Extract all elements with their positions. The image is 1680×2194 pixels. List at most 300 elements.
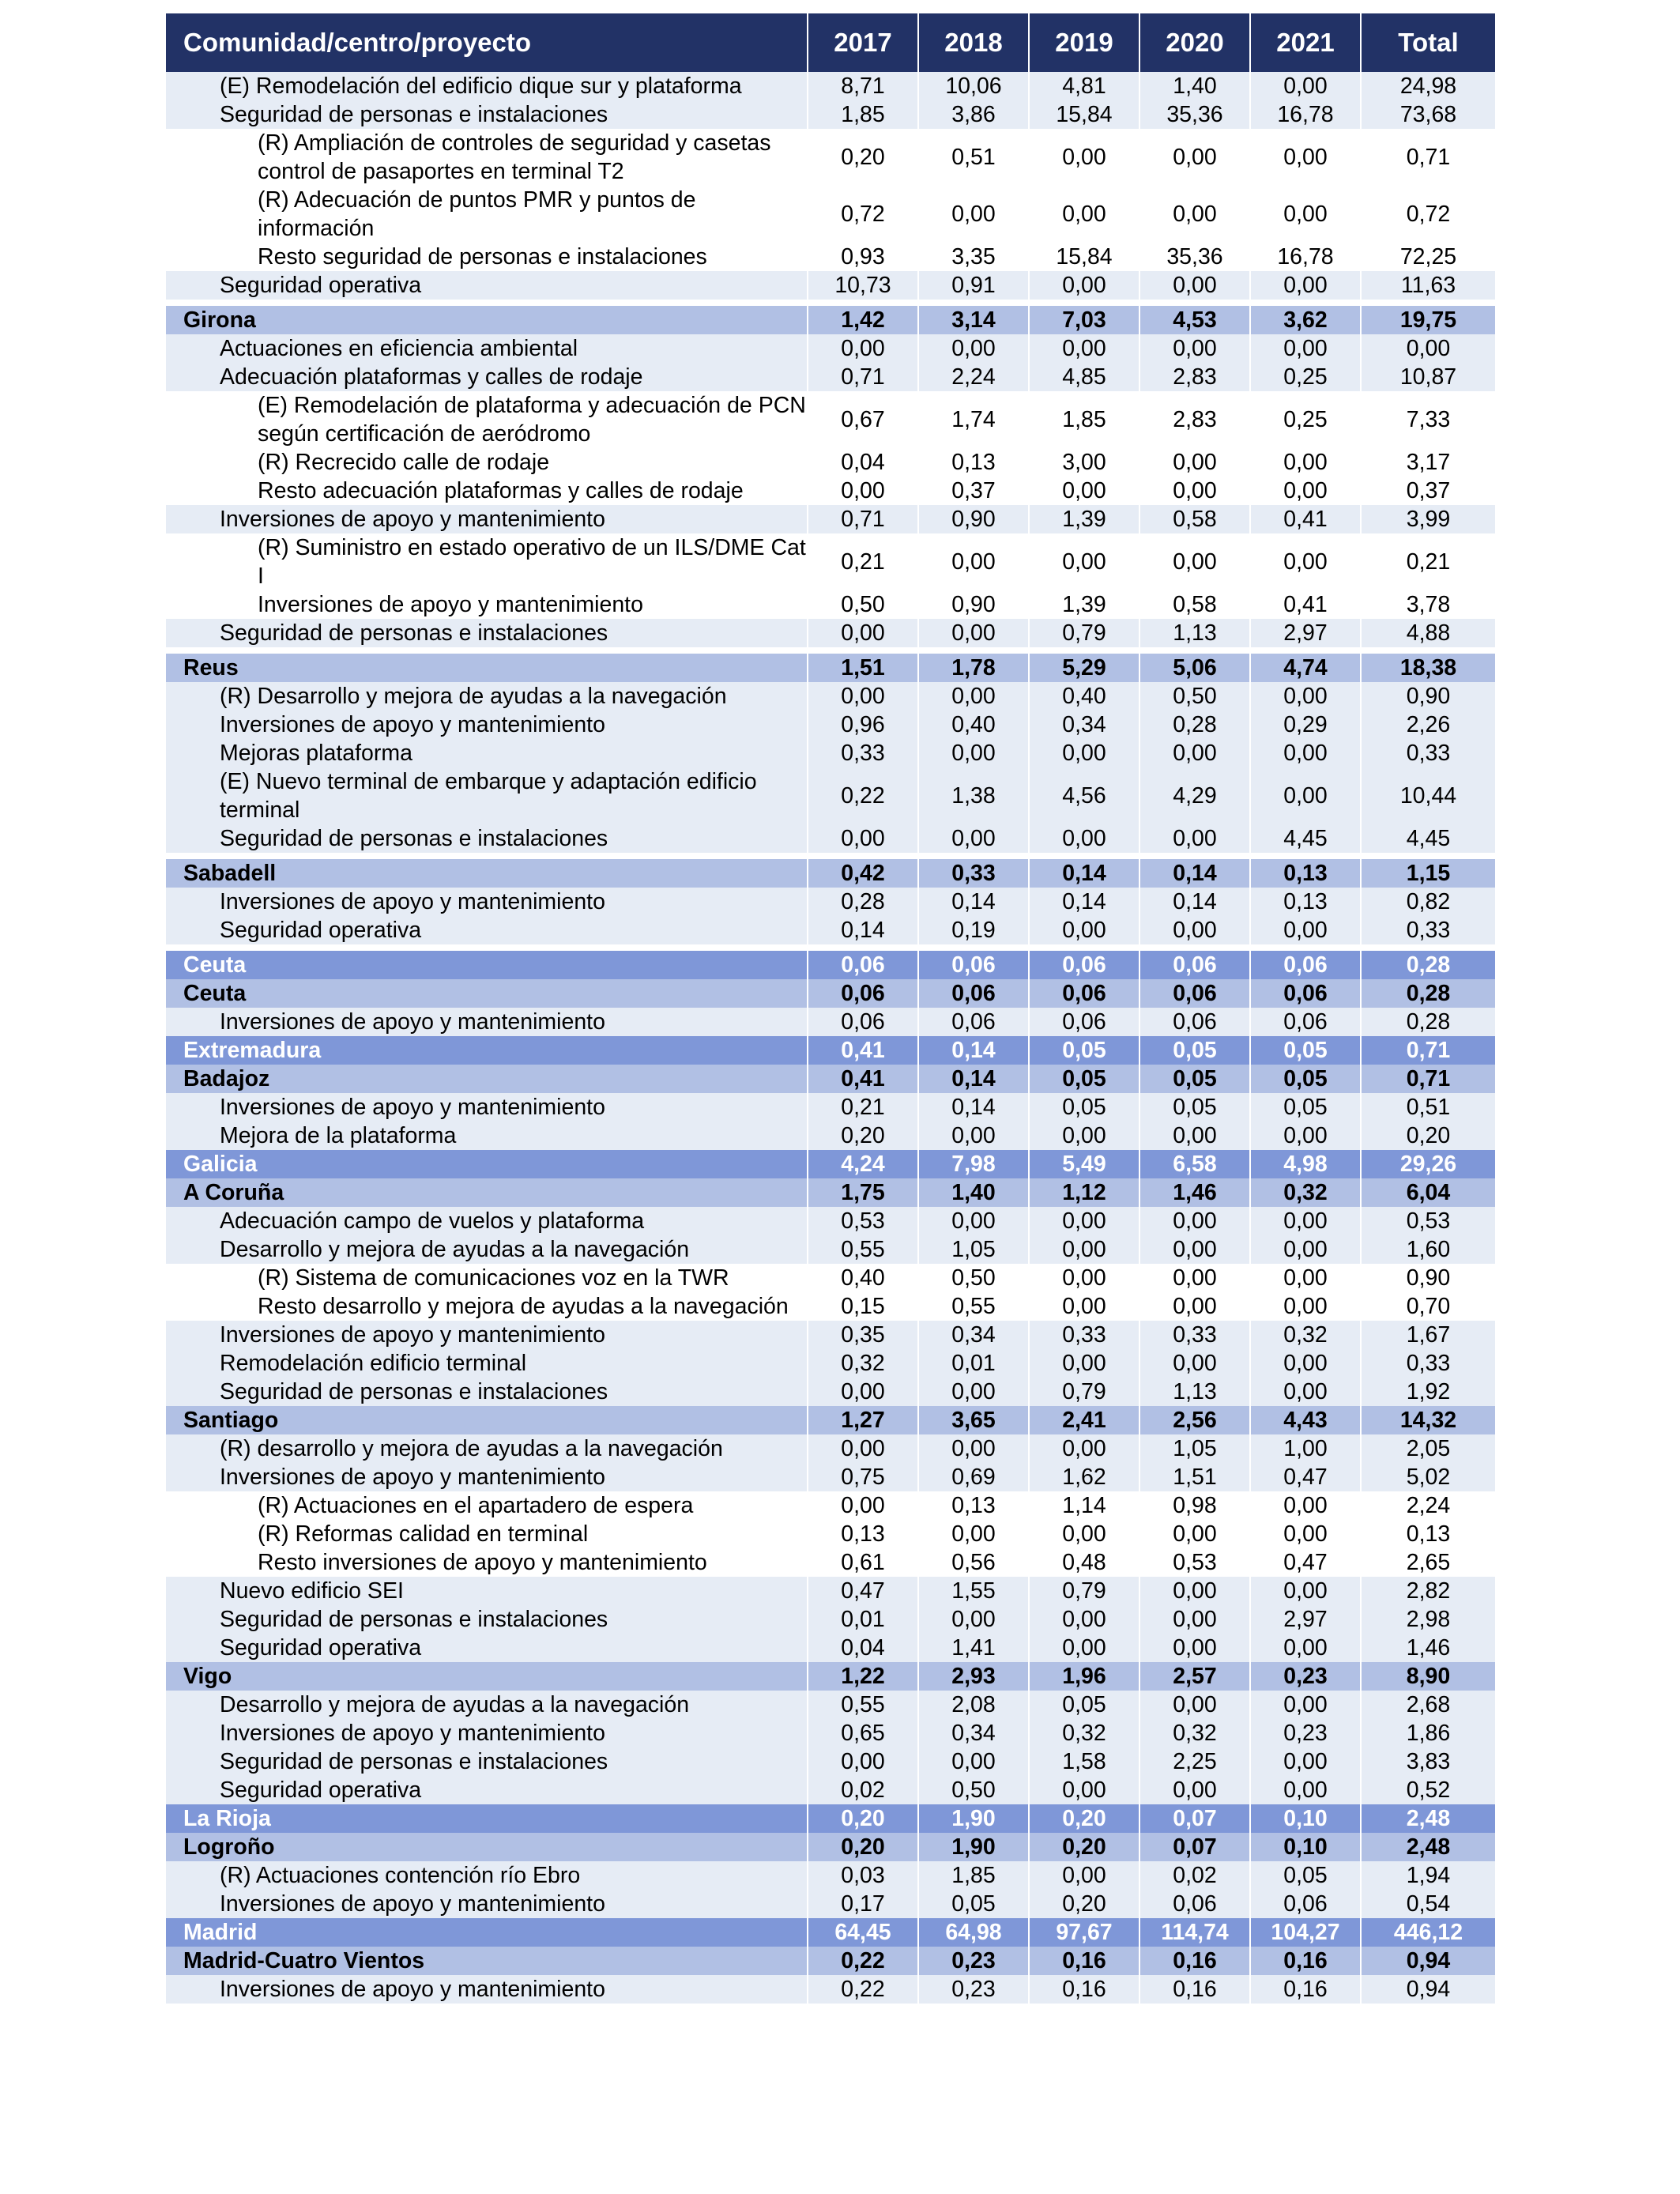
value-total: 2,82 — [1361, 1577, 1495, 1605]
value-2021: 0,29 — [1250, 711, 1361, 739]
value-total: 6,04 — [1361, 1178, 1495, 1207]
value-2021: 0,00 — [1250, 1349, 1361, 1378]
value-2021: 0,00 — [1250, 1520, 1361, 1548]
value-2019: 0,06 — [1029, 1008, 1139, 1036]
table-row — [166, 1235, 1495, 1264]
value-2020: 0,00 — [1139, 1292, 1250, 1321]
value-2020: 1,13 — [1139, 1378, 1250, 1406]
value-2021: 0,00 — [1250, 1264, 1361, 1292]
value-2018: 0,14 — [918, 1036, 1029, 1065]
table-row — [166, 1093, 1495, 1122]
spacer-cell — [166, 300, 1495, 306]
value-2017: 64,45 — [808, 1918, 918, 1947]
table-row — [166, 682, 1495, 711]
table-row-group — [166, 1178, 1495, 1207]
value-2021: 0,00 — [1250, 1634, 1361, 1662]
row-label: Seguridad de personas e instalaciones — [166, 1378, 808, 1406]
value-total: 0,28 — [1361, 1008, 1495, 1036]
value-2021: 0,05 — [1250, 1093, 1361, 1122]
value-2021: 104,27 — [1250, 1918, 1361, 1947]
table-row-sub — [166, 186, 1495, 243]
value-total: 0,28 — [1361, 979, 1495, 1008]
row-label: (R) Recrecido calle de rodaje — [166, 448, 808, 477]
row-label: (R) Actuaciones en el apartadero de espera — [166, 1491, 808, 1520]
value-2018: 0,23 — [918, 1975, 1029, 2004]
value-2019: 0,00 — [1029, 824, 1139, 853]
table-row — [166, 334, 1495, 363]
header-row — [166, 13, 1495, 72]
value-2018: 0,37 — [918, 477, 1029, 505]
value-2020: 0,06 — [1139, 1890, 1250, 1918]
value-2020: 4,53 — [1139, 306, 1250, 334]
table-row — [166, 1634, 1495, 1662]
table-row — [166, 1434, 1495, 1463]
value-2019: 0,00 — [1029, 1861, 1139, 1890]
value-total: 14,32 — [1361, 1406, 1495, 1434]
table-row-group — [166, 654, 1495, 682]
value-2020: 0,53 — [1139, 1548, 1250, 1577]
value-2021: 0,23 — [1250, 1662, 1361, 1691]
row-label: Extremadura — [166, 1036, 808, 1065]
value-2019: 0,33 — [1029, 1321, 1139, 1349]
row-label: Mejora de la plataforma — [166, 1122, 808, 1150]
value-2020: 0,05 — [1139, 1065, 1250, 1093]
row-label: Actuaciones en eficiencia ambiental — [166, 334, 808, 363]
value-2021: 0,00 — [1250, 271, 1361, 300]
table-row-sub — [166, 1520, 1495, 1548]
value-2020: 0,06 — [1139, 979, 1250, 1008]
table-row-group — [166, 1918, 1495, 1947]
table-row-sub — [166, 1264, 1495, 1292]
value-total: 2,65 — [1361, 1548, 1495, 1577]
table-row — [166, 363, 1495, 391]
value-total: 7,33 — [1361, 391, 1495, 448]
table-row — [166, 1975, 1495, 2004]
table-header — [166, 13, 1495, 72]
value-2020: 0,16 — [1139, 1975, 1250, 2004]
value-2019: 1,12 — [1029, 1178, 1139, 1207]
row-label: Mejoras plataforma — [166, 739, 808, 767]
header-2021: 2021 — [1250, 13, 1361, 72]
value-2019: 97,67 — [1029, 1918, 1139, 1947]
row-label: Badajoz — [166, 1065, 808, 1093]
table-row-sub — [166, 391, 1495, 448]
value-total: 0,71 — [1361, 1036, 1495, 1065]
row-label: Resto adecuación plataformas y calles de rodaje — [166, 477, 808, 505]
value-total: 18,38 — [1361, 654, 1495, 682]
row-label: Sabadell — [166, 859, 808, 888]
value-total: 0,90 — [1361, 1264, 1495, 1292]
value-2020: 0,14 — [1139, 859, 1250, 888]
value-2017: 0,00 — [808, 1378, 918, 1406]
value-2021: 0,13 — [1250, 888, 1361, 916]
value-total: 0,33 — [1361, 739, 1495, 767]
row-label: Desarrollo y mejora de ayudas a la navegación — [166, 1235, 808, 1264]
value-2018: 0,00 — [918, 739, 1029, 767]
value-2019: 0,20 — [1029, 1804, 1139, 1833]
value-2019: 0,14 — [1029, 888, 1139, 916]
value-2018: 0,50 — [918, 1264, 1029, 1292]
value-2020: 0,00 — [1139, 1605, 1250, 1634]
value-2020: 0,00 — [1139, 477, 1250, 505]
header-2018: 2018 — [918, 13, 1029, 72]
value-total: 0,13 — [1361, 1520, 1495, 1548]
value-2021: 0,00 — [1250, 129, 1361, 186]
value-2017: 10,73 — [808, 271, 918, 300]
value-2020: 0,28 — [1139, 711, 1250, 739]
row-label: Seguridad operativa — [166, 1634, 808, 1662]
value-2021: 0,00 — [1250, 1691, 1361, 1719]
table-row-group — [166, 979, 1495, 1008]
row-label: (R) Ampliación de controles de seguridad y casetas control de pasaportes en terminal T2 — [166, 129, 808, 186]
value-2019: 1,85 — [1029, 391, 1139, 448]
value-2018: 3,65 — [918, 1406, 1029, 1434]
value-2020: 0,00 — [1139, 1349, 1250, 1378]
value-2019: 0,79 — [1029, 1577, 1139, 1605]
value-2018: 64,98 — [918, 1918, 1029, 1947]
value-2021: 0,41 — [1250, 505, 1361, 533]
row-spacer — [166, 853, 1495, 859]
value-2021: 0,00 — [1250, 72, 1361, 100]
value-2017: 0,61 — [808, 1548, 918, 1577]
value-total: 0,33 — [1361, 916, 1495, 944]
row-label: Inversiones de apoyo y mantenimiento — [166, 1321, 808, 1349]
value-2019: 0,06 — [1029, 951, 1139, 979]
value-2017: 4,24 — [808, 1150, 918, 1178]
table-row-group — [166, 1947, 1495, 1975]
value-2017: 0,20 — [808, 1804, 918, 1833]
value-2020: 0,00 — [1139, 739, 1250, 767]
value-total: 0,71 — [1361, 1065, 1495, 1093]
value-2021: 4,74 — [1250, 654, 1361, 682]
table-row — [166, 1776, 1495, 1804]
value-2017: 1,75 — [808, 1178, 918, 1207]
value-2020: 0,32 — [1139, 1719, 1250, 1747]
table-row — [166, 1349, 1495, 1378]
value-2018: 1,85 — [918, 1861, 1029, 1890]
value-2018: 0,13 — [918, 448, 1029, 477]
value-2020: 2,56 — [1139, 1406, 1250, 1434]
value-2018: 0,00 — [918, 619, 1029, 647]
value-2021: 0,06 — [1250, 1008, 1361, 1036]
value-2018: 7,98 — [918, 1150, 1029, 1178]
value-total: 24,98 — [1361, 72, 1495, 100]
value-2019: 0,32 — [1029, 1719, 1139, 1747]
value-2019: 0,48 — [1029, 1548, 1139, 1577]
value-2019: 2,41 — [1029, 1406, 1139, 1434]
value-2020: 0,00 — [1139, 1207, 1250, 1235]
table-row-group — [166, 1833, 1495, 1861]
value-2019: 0,79 — [1029, 1378, 1139, 1406]
value-2018: 0,00 — [918, 682, 1029, 711]
value-2019: 0,14 — [1029, 859, 1139, 888]
value-2018: 0,00 — [918, 1434, 1029, 1463]
row-label: Resto inversiones de apoyo y mantenimiento — [166, 1548, 808, 1577]
value-2017: 0,28 — [808, 888, 918, 916]
value-2018: 0,34 — [918, 1321, 1029, 1349]
value-2019: 4,81 — [1029, 72, 1139, 100]
value-2018: 1,40 — [918, 1178, 1029, 1207]
value-total: 0,28 — [1361, 951, 1495, 979]
value-2021: 0,23 — [1250, 1719, 1361, 1747]
value-2021: 0,06 — [1250, 1890, 1361, 1918]
investment-table — [166, 13, 1495, 2004]
value-2018: 0,00 — [918, 1747, 1029, 1776]
table-row — [166, 1207, 1495, 1235]
row-label: Inversiones de apoyo y mantenimiento — [166, 505, 808, 533]
value-2021: 0,00 — [1250, 682, 1361, 711]
value-total: 0,90 — [1361, 682, 1495, 711]
value-2017: 0,42 — [808, 859, 918, 888]
value-2019: 0,20 — [1029, 1890, 1139, 1918]
value-total: 0,72 — [1361, 186, 1495, 243]
value-2020: 0,00 — [1139, 334, 1250, 363]
row-label: (R) Reformas calidad en terminal — [166, 1520, 808, 1548]
value-2019: 0,00 — [1029, 1235, 1139, 1264]
value-2019: 0,00 — [1029, 477, 1139, 505]
value-2017: 0,65 — [808, 1719, 918, 1747]
value-2020: 0,00 — [1139, 533, 1250, 590]
value-2018: 0,14 — [918, 1093, 1029, 1122]
value-2019: 0,00 — [1029, 129, 1139, 186]
value-total: 1,15 — [1361, 859, 1495, 888]
value-2018: 0,90 — [918, 590, 1029, 619]
value-2019: 7,03 — [1029, 306, 1139, 334]
table-row — [166, 1122, 1495, 1150]
value-2021: 0,00 — [1250, 1122, 1361, 1150]
row-spacer — [166, 944, 1495, 951]
table-body — [166, 72, 1495, 2004]
value-2018: 0,00 — [918, 186, 1029, 243]
value-2021: 0,00 — [1250, 1577, 1361, 1605]
value-2018: 0,00 — [918, 1520, 1029, 1548]
value-2021: 0,05 — [1250, 1861, 1361, 1890]
row-label: Ceuta — [166, 951, 808, 979]
table-row — [166, 271, 1495, 300]
value-2019: 3,00 — [1029, 448, 1139, 477]
value-total: 446,12 — [1361, 1918, 1495, 1947]
value-2018: 0,91 — [918, 271, 1029, 300]
value-2020: 0,05 — [1139, 1036, 1250, 1065]
value-total: 29,26 — [1361, 1150, 1495, 1178]
row-label: Seguridad de personas e instalaciones — [166, 1605, 808, 1634]
row-label: Madrid-Cuatro Vientos — [166, 1947, 808, 1975]
value-2018: 0,90 — [918, 505, 1029, 533]
value-total: 73,68 — [1361, 100, 1495, 129]
value-2020: 1,40 — [1139, 72, 1250, 100]
value-2021: 0,16 — [1250, 1975, 1361, 2004]
value-2021: 0,00 — [1250, 1292, 1361, 1321]
value-2017: 0,00 — [808, 619, 918, 647]
value-2020: 1,13 — [1139, 619, 1250, 647]
value-2017: 0,21 — [808, 1093, 918, 1122]
value-2019: 1,96 — [1029, 1662, 1139, 1691]
table-row-group — [166, 1804, 1495, 1833]
value-2017: 0,13 — [808, 1520, 918, 1548]
value-2021: 0,47 — [1250, 1548, 1361, 1577]
value-2019: 0,00 — [1029, 1434, 1139, 1463]
value-2020: 5,06 — [1139, 654, 1250, 682]
value-total: 1,60 — [1361, 1235, 1495, 1264]
value-total: 0,94 — [1361, 1975, 1495, 2004]
value-2017: 0,06 — [808, 979, 918, 1008]
row-label: Seguridad de personas e instalaciones — [166, 824, 808, 853]
header-project: Comunidad/centro/proyecto — [166, 13, 808, 72]
value-total: 0,33 — [1361, 1349, 1495, 1378]
value-total: 8,90 — [1361, 1662, 1495, 1691]
value-2020: 0,00 — [1139, 824, 1250, 853]
value-2017: 0,00 — [808, 682, 918, 711]
value-2018: 0,69 — [918, 1463, 1029, 1491]
value-2018: 0,05 — [918, 1890, 1029, 1918]
row-label: Resto desarrollo y mejora de ayudas a la navegación — [166, 1292, 808, 1321]
value-2021: 0,05 — [1250, 1065, 1361, 1093]
value-2021: 0,00 — [1250, 767, 1361, 824]
value-2019: 1,62 — [1029, 1463, 1139, 1491]
value-2019: 0,00 — [1029, 1634, 1139, 1662]
table-row — [166, 711, 1495, 739]
value-2017: 0,02 — [808, 1776, 918, 1804]
value-2017: 0,67 — [808, 391, 918, 448]
value-2018: 0,06 — [918, 951, 1029, 979]
value-total: 1,67 — [1361, 1321, 1495, 1349]
table-row-group — [166, 1150, 1495, 1178]
row-label: Resto seguridad de personas e instalaciones — [166, 243, 808, 271]
value-total: 2,48 — [1361, 1804, 1495, 1833]
value-2021: 0,41 — [1250, 590, 1361, 619]
value-2018: 0,56 — [918, 1548, 1029, 1577]
value-2019: 5,49 — [1029, 1150, 1139, 1178]
value-2021: 3,62 — [1250, 306, 1361, 334]
value-2020: 0,58 — [1139, 505, 1250, 533]
value-total: 0,21 — [1361, 533, 1495, 590]
row-label: Seguridad de personas e instalaciones — [166, 619, 808, 647]
value-2019: 0,00 — [1029, 1122, 1139, 1150]
value-total: 2,48 — [1361, 1833, 1495, 1861]
value-2021: 0,00 — [1250, 533, 1361, 590]
value-total: 0,94 — [1361, 1947, 1495, 1975]
table-row-sub — [166, 590, 1495, 619]
value-total: 0,37 — [1361, 477, 1495, 505]
value-2018: 0,00 — [918, 334, 1029, 363]
row-label: Inversiones de apoyo y mantenimiento — [166, 1890, 808, 1918]
value-2017: 0,04 — [808, 448, 918, 477]
value-2018: 1,74 — [918, 391, 1029, 448]
table-row — [166, 739, 1495, 767]
value-2021: 0,32 — [1250, 1178, 1361, 1207]
value-2021: 0,10 — [1250, 1804, 1361, 1833]
table-row — [166, 1008, 1495, 1036]
value-2020: 35,36 — [1139, 243, 1250, 271]
value-total: 3,17 — [1361, 448, 1495, 477]
value-2017: 1,27 — [808, 1406, 918, 1434]
value-2017: 0,01 — [808, 1605, 918, 1634]
value-2019: 4,85 — [1029, 363, 1139, 391]
value-2020: 0,00 — [1139, 448, 1250, 477]
value-2019: 0,00 — [1029, 916, 1139, 944]
row-label: Santiago — [166, 1406, 808, 1434]
table-row-group — [166, 1036, 1495, 1065]
table-row — [166, 767, 1495, 824]
header-2017: 2017 — [808, 13, 918, 72]
value-2018: 0,40 — [918, 711, 1029, 739]
value-2018: 1,90 — [918, 1833, 1029, 1861]
value-total: 0,71 — [1361, 129, 1495, 186]
value-2017: 0,47 — [808, 1577, 918, 1605]
value-2018: 1,55 — [918, 1577, 1029, 1605]
value-2017: 1,85 — [808, 100, 918, 129]
value-2020: 0,07 — [1139, 1804, 1250, 1833]
value-2021: 0,47 — [1250, 1463, 1361, 1491]
value-2018: 2,08 — [918, 1691, 1029, 1719]
value-2018: 0,06 — [918, 1008, 1029, 1036]
value-2020: 114,74 — [1139, 1918, 1250, 1947]
value-2020: 0,00 — [1139, 1122, 1250, 1150]
value-2020: 0,00 — [1139, 1264, 1250, 1292]
value-2017: 0,00 — [808, 477, 918, 505]
value-2018: 10,06 — [918, 72, 1029, 100]
value-2020: 0,05 — [1139, 1093, 1250, 1122]
row-label: (R) Sistema de comunicaciones voz en la TWR — [166, 1264, 808, 1292]
value-2019: 0,00 — [1029, 271, 1139, 300]
value-2018: 0,00 — [918, 1207, 1029, 1235]
value-2019: 0,00 — [1029, 334, 1139, 363]
value-2019: 1,14 — [1029, 1491, 1139, 1520]
value-2019: 4,56 — [1029, 767, 1139, 824]
table-row — [166, 916, 1495, 944]
value-2021: 0,00 — [1250, 448, 1361, 477]
value-2021: 0,00 — [1250, 477, 1361, 505]
value-total: 72,25 — [1361, 243, 1495, 271]
value-2019: 0,16 — [1029, 1947, 1139, 1975]
row-label: Inversiones de apoyo y mantenimiento — [166, 1719, 808, 1747]
table-row-group — [166, 1406, 1495, 1434]
value-2017: 0,32 — [808, 1349, 918, 1378]
value-2017: 1,22 — [808, 1662, 918, 1691]
value-2019: 1,58 — [1029, 1747, 1139, 1776]
table-row-sub — [166, 243, 1495, 271]
value-2021: 16,78 — [1250, 100, 1361, 129]
header-2019: 2019 — [1029, 13, 1139, 72]
value-2018: 1,78 — [918, 654, 1029, 682]
row-label: Madrid — [166, 1918, 808, 1947]
value-total: 0,82 — [1361, 888, 1495, 916]
value-2020: 2,57 — [1139, 1662, 1250, 1691]
value-2017: 0,22 — [808, 1975, 918, 2004]
table-row — [166, 1747, 1495, 1776]
value-total: 2,98 — [1361, 1605, 1495, 1634]
value-2021: 0,00 — [1250, 1235, 1361, 1264]
value-2018: 2,93 — [918, 1662, 1029, 1691]
row-label: (R) desarrollo y mejora de ayudas a la navegación — [166, 1434, 808, 1463]
value-2019: 5,29 — [1029, 654, 1139, 682]
table-row-group — [166, 1662, 1495, 1691]
value-2018: 1,41 — [918, 1634, 1029, 1662]
row-label: Inversiones de apoyo y mantenimiento — [166, 711, 808, 739]
value-total: 2,68 — [1361, 1691, 1495, 1719]
value-2017: 0,35 — [808, 1321, 918, 1349]
value-2018: 0,14 — [918, 888, 1029, 916]
value-2018: 1,38 — [918, 767, 1029, 824]
row-label: Inversiones de apoyo y mantenimiento — [166, 1008, 808, 1036]
value-2017: 0,71 — [808, 505, 918, 533]
value-2021: 0,05 — [1250, 1036, 1361, 1065]
value-2017: 0,14 — [808, 916, 918, 944]
value-2019: 0,00 — [1029, 1605, 1139, 1634]
row-label: Remodelación edificio terminal — [166, 1349, 808, 1378]
row-label: Seguridad de personas e instalaciones — [166, 1747, 808, 1776]
row-label: Seguridad de personas e instalaciones — [166, 100, 808, 129]
